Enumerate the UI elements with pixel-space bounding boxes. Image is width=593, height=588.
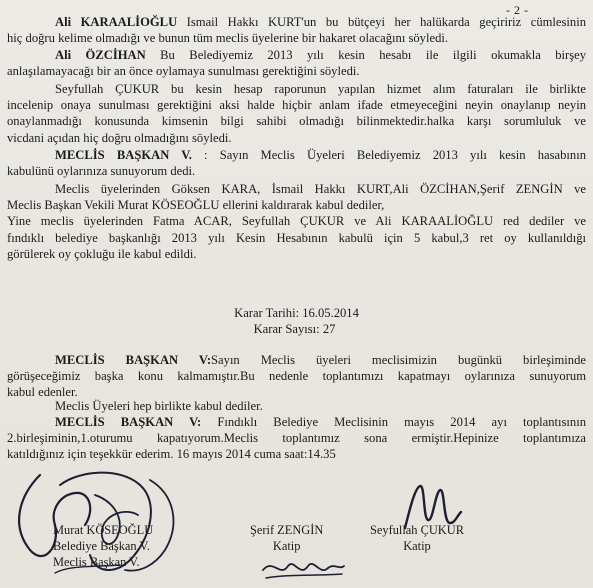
- signatory-title: Katip: [272, 539, 301, 553]
- speaker-name: MECLİS BAŞKAN V:: [55, 353, 212, 367]
- paragraph-line: [7, 14, 586, 30]
- paragraph-line: onaylanmadığı konusunda kimsenin bilgi sahibi olmadığı bilinmektedir.halka karşı sorumluluk ve: [7, 114, 586, 129]
- paragraph-cukur: [7, 81, 586, 146]
- paragraph-line: görüşeceğimiz başka konu kalmamıştır.Bu nedenle toplantımızı kapatmayı oylarınıza sunuyorum: [7, 369, 586, 384]
- paragraph-meclis-baskan-vote: [7, 147, 586, 179]
- signature-block-cukur: [370, 522, 464, 554]
- signature-block-zengin: [250, 522, 323, 554]
- speaker-name: MECLİS BAŞKAN V.: [55, 148, 192, 162]
- paragraph-line: incelenip onaya sunulması gerektiğini aksi halde hiçbir anlam ifade etmeyeceğini neyin onaylanıp neyin: [7, 98, 586, 113]
- paragraph-text: Sayın Meclis üyeleri meclisimizin bugünkü birleşiminde: [211, 353, 586, 367]
- paragraph-line: kabulünü oylarınıza sunuyorum dedi.: [7, 164, 196, 179]
- speaker-name: MECLİS BAŞKAN V:: [55, 415, 202, 429]
- paragraph-line: hiç doğru kelime olmadığı ve bunun tüm meclis üyelerine bir hakaret olacağını söyledi.: [7, 31, 449, 46]
- paragraph-vote-result: [7, 181, 586, 262]
- paragraph-accept: [7, 398, 586, 414]
- paragraph-text: Ismail Hakkı KURT'un bu bütçeyi her halükarda geçiririz cümlesinin: [177, 15, 586, 29]
- paragraph-session-closed: [7, 414, 586, 463]
- page-number: - 2 -: [506, 3, 529, 17]
- paragraph-line: katıldığınız için teşekkür ederim. 16 mayıs 2014 cuma saat:14.35: [7, 447, 336, 462]
- speaker-name: Ali KARAALİOĞLU: [55, 15, 178, 29]
- paragraph-line: anlaşılamayacağı bir an önce oylamaya sunulması gerektiğini söyledi.: [7, 64, 360, 79]
- paragraph-line: fındıklı belediye başkanlığı 2013 yılı Kesin Hesabının kabulü için 5 kabul,3 ret oy kullanıldığı: [7, 230, 586, 245]
- speaker-name: Ali ÖZCİHAN: [55, 48, 146, 62]
- signatory-name: Şerif ZENGİN: [250, 523, 324, 537]
- signatory-title: Belediye Başkan V.: [53, 539, 150, 553]
- paragraph-line: görülerek oy çokluğu ile kabul edildi.: [7, 246, 197, 261]
- paragraph-line: kabul edenler.: [7, 385, 78, 400]
- paragraph-line: 2.birleşiminin,1.oturumu kapatıyorum.Meclis toplantımız sona ermiştir.Hepinize toplantımıza: [7, 431, 586, 446]
- paragraph-line: [7, 47, 586, 63]
- signatory-name: Murat KÖSEOĞLU: [53, 523, 154, 537]
- decision-date: Karar Tarihi: 16.05.2014: [234, 306, 359, 320]
- signatory-title: Katip: [403, 539, 431, 553]
- paragraph-line: [7, 147, 586, 163]
- paragraph-line: Meclis Başkan Vekili Murat KÖSEOĞLU ellerini kaldırarak kabul dediler,: [7, 198, 385, 213]
- signatory-name: Seyfullah ÇUKUR: [370, 523, 464, 537]
- paragraph-ozcihan: [7, 47, 586, 79]
- signatory-title: Meclis Başkan V.: [53, 555, 140, 569]
- paragraph-line: vicdani açıdan hiç doğru olmadığını söyledi.: [7, 130, 232, 145]
- signature-scribble-zengin: [258, 548, 348, 588]
- signature-block-koseoglu: [53, 522, 153, 570]
- paragraph-line: [7, 352, 586, 368]
- paragraph-text: Bu Belediyemiz 2013 yılı kesin hesabı ile ilgili okumakla birşey: [145, 48, 586, 62]
- paragraph-text: : Sayın Meclis Üyeleri Belediyemiz 2013 yılı kesin hasabının: [191, 148, 587, 162]
- paragraph-line: Yine meclis üyelerinden Fatma ACAR, Seyfullah ÇUKUR ve Ali KARAALİOĞLU red dediler ve: [7, 214, 586, 229]
- paragraph-closing-proposal: [7, 352, 586, 401]
- decision-number: Karar Sayısı: 27: [253, 322, 336, 336]
- paragraph-line: Meclis üyelerinden Göksen KARA, İsmail Hakkı KURT,Ali ÖZCİHAN,Şerif ZENGİN ve: [55, 182, 586, 196]
- paragraph-text: Fındıklı Belediye Meclisinin mayıs 2014 ayı toplantısının: [201, 415, 586, 429]
- paragraph-line: Seyfullah ÇUKUR bu kesin hesap raporunun yapılan hizmet alım faturaları ile birlikte: [55, 82, 586, 96]
- paragraph-line: [7, 414, 586, 430]
- paragraph-karaalioglu: [7, 14, 586, 46]
- paragraph-line: Meclis Üyeleri hep birlikte kabul dediler.: [55, 399, 263, 413]
